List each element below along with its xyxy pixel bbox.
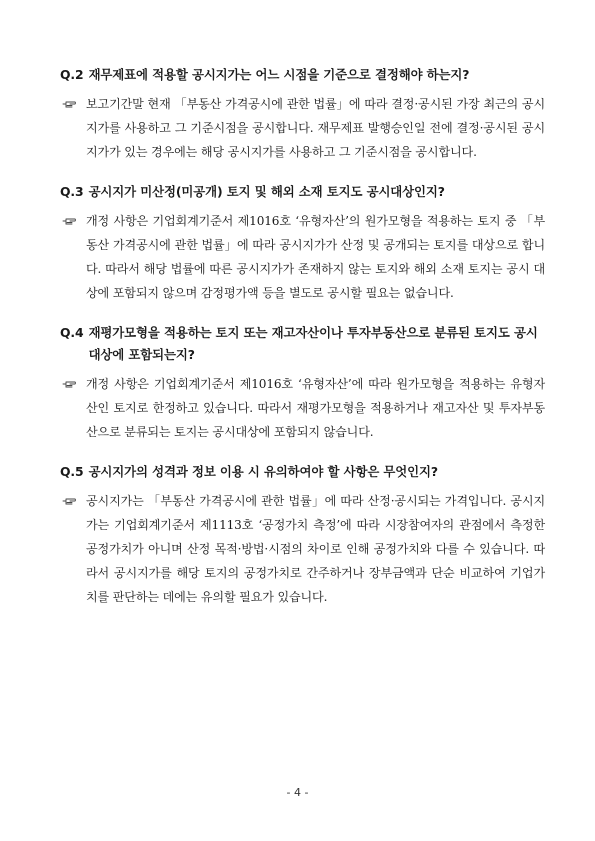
- question-number: Q.4: [60, 325, 84, 340]
- question-text: 재평가모형을 적용하는 토지 또는 재고자산이나 투자부동산으로 분류된 토지도 공시 대상에 포함되는지?: [88, 325, 538, 362]
- answer-text: 보고기간말 현재 「부동산 가격공시에 관한 법률」에 따라 결정·공시된 가장 최근의 공시지가를 사용하고 그 기준시점을 공시합니다. 재무제표 발행승인일 전에 결정·공시된 공시지가가 있는 경우에는 해당 공시지가를 사용하고 그 기준시점을 공시합니다.: [86, 97, 545, 159]
- pointing-hand-icon: [60, 489, 78, 513]
- question-heading: [60, 64, 545, 86]
- qa-item-q5: [60, 461, 545, 609]
- qa-item-q4: [60, 322, 545, 444]
- question-heading: [60, 181, 545, 203]
- answer-block: [60, 209, 545, 305]
- question-number: Q.5: [60, 464, 84, 479]
- question-number: Q.3: [60, 184, 84, 199]
- question-heading: [60, 322, 545, 366]
- question-number: Q.2: [60, 67, 84, 82]
- pointing-hand-icon: [60, 372, 78, 396]
- qa-item-q2: [60, 64, 545, 164]
- answer-block: [60, 489, 545, 609]
- page-number: - 4 -: [286, 786, 309, 799]
- pointing-hand-icon: [60, 92, 78, 116]
- answer-block: [60, 372, 545, 444]
- answer-text: 공시지가는 「부동산 가격공시에 관한 법률」에 따라 산정·공시되는 가격입니다. 공시지가는 기업회계기준서 제1113호 ‘공정가치 측정’에 따라 시장참여자의 관점에서 측정한 공정가치가 아니며 산정 목적·방법·시점의 차이로 인해 공정가치와 다를 수 있습니다. 따라서 공시지가를 해당 토지의 공정가치로 간주하거나 장부금액과 단순 비교하여 기업가치를 판단하는 데에는 유의할 필요가 있습니다.: [86, 494, 545, 604]
- question-text: 재무제표에 적용할 공시지가는 어느 시점을 기준으로 결정해야 하는지?: [88, 67, 470, 82]
- pointing-hand-icon: [60, 209, 78, 233]
- question-text: 공시지가 미산정(미공개) 토지 및 해외 소재 토지도 공시대상인지?: [88, 184, 445, 199]
- answer-block: [60, 92, 545, 164]
- answer-text: 개정 사항은 기업회계기준서 제1016호 ‘유형자산’에 따라 원가모형을 적용하는 유형자산인 토지로 한정하고 있습니다. 따라서 재평가모형을 적용하거나 재고자산 및 투자부동산으로 분류되는 토지는 공시대상에 포함되지 않습니다.: [86, 377, 545, 439]
- question-text: 공시지가의 성격과 정보 이용 시 유의하여야 할 사항은 무엇인지?: [88, 464, 438, 479]
- qa-item-q3: [60, 181, 545, 305]
- question-heading: [60, 461, 545, 483]
- answer-text: 개정 사항은 기업회계기준서 제1016호 ‘유형자산’의 원가모형을 적용하는 토지 중 「부동산 가격공시에 관한 법률」에 따라 공시지가가 산정 및 공개되는 토지를 대상으로 합니다. 따라서 해당 법률에 따른 공시지가가 존재하지 않는 토지와 해외 소재 토지는 공시 대상에 포함되지 않으며 감정평가액 등을 별도로 공시할 필요는 없습니다.: [86, 214, 545, 300]
